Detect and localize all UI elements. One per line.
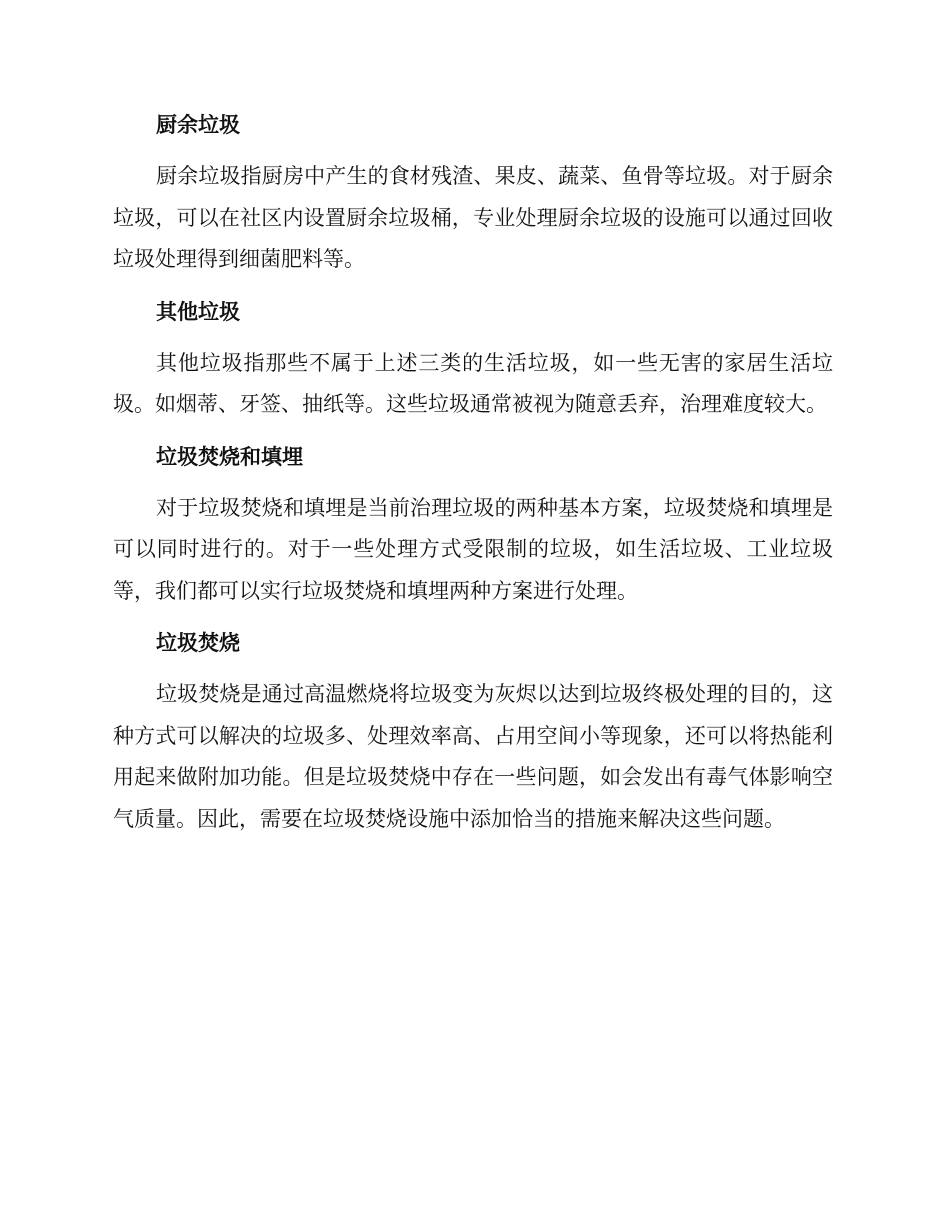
section-incineration-landfill (113, 436, 833, 613)
section-heading: 厨余垃圾 (156, 113, 240, 137)
section-paragraph: 垃圾焚烧是通过高温燃烧将垃圾变为灰烬以达到垃圾终极处理的目的，这种方式可以解决的垃圾多、处理效率高、占用空间小等现象，还可以将热能利用起来做附加功能。但是垃圾焚烧中存在一些问题，如会发出有毒气体影响空气质量。因此，需要在垃圾焚烧设施中添加恰当的措施来解决这些问题。 (113, 682, 833, 831)
section-heading: 垃圾焚烧 (156, 631, 240, 655)
section-paragraph: 厨余垃圾指厨房中产生的食材残渣、果皮、蔬菜、鱼骨等垃圾。对于厨余垃圾，可以在社区内设置厨余垃圾桶，专业处理厨余垃圾的设施可以通过回收垃圾处理得到细菌肥料等。 (113, 164, 833, 271)
section-paragraph: 其他垃圾指那些不属于上述三类的生活垃圾，如一些无害的家居生活垃圾。如烟蒂、牙签、抽纸等。这些垃圾通常被视为随意丢弃，治理难度较大。 (113, 350, 833, 416)
section-paragraph: 对于垃圾焚烧和填埋是当前治理垃圾的两种基本方案，垃圾焚烧和填埋是可以同时进行的。对于一些处理方式受限制的垃圾，如生活垃圾、工业垃圾等，我们都可以实行垃圾焚烧和填埋两种方案进行处理。 (113, 495, 833, 603)
section-incineration (113, 622, 833, 840)
document-body (113, 104, 833, 850)
section-heading: 垃圾焚烧和填埋 (156, 444, 303, 469)
section-heading: 其他垃圾 (156, 299, 240, 324)
section-other-waste (113, 291, 833, 426)
section-kitchen-waste (113, 104, 833, 281)
